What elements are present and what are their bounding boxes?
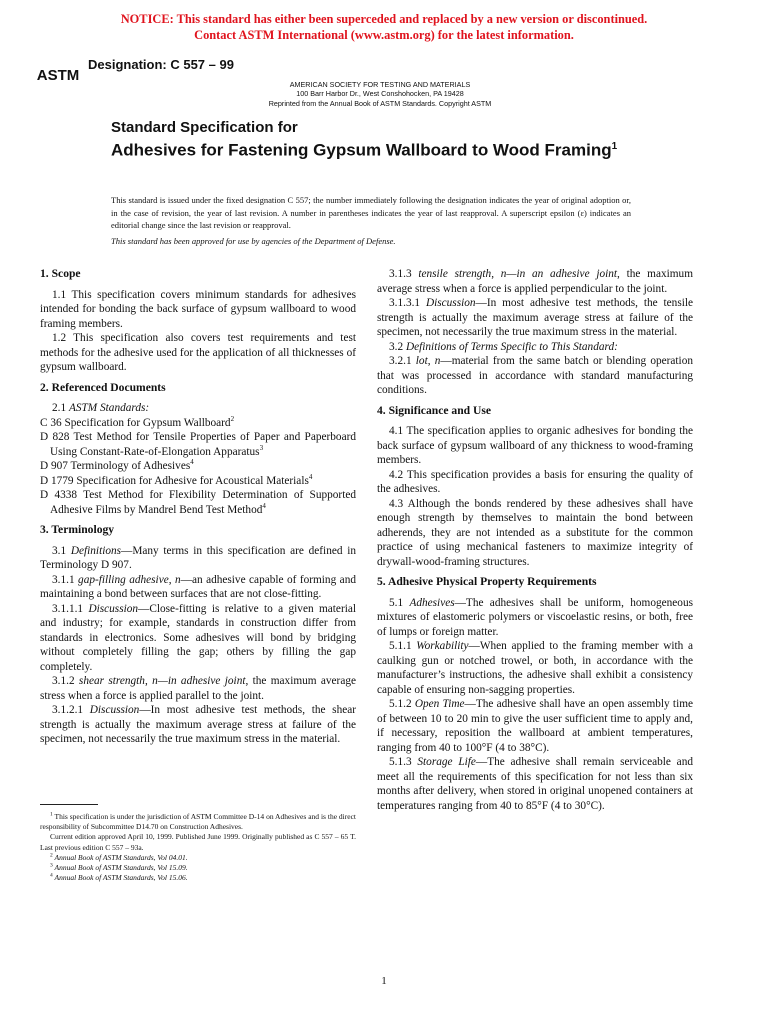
terminology-heading: 3. Terminology [40,523,115,536]
para-italic: Adhesives [409,596,455,609]
footnote-1 [40,812,356,832]
left-column [40,267,356,747]
refdocs-para-1 [40,401,356,416]
ref-footnote: 4 [262,501,266,510]
para-italic: ASTM Standards: [68,402,150,414]
notice-line-2: Contact ASTM International (www.astm.org) for the latest information. [194,28,574,42]
para-number: 3.1.1 [52,573,79,586]
para-italic: tensile strength [418,268,492,280]
significance-para-2: 4.2 This specification provides a basis for ensuring the quality of the adhesives. [377,468,693,495]
para-number: 5.1.2 [389,698,415,710]
para-italic: Workability [416,640,469,652]
ref-c36 [40,416,356,431]
term-3-1-1 [40,573,356,602]
footnote-text: Annual Book of ASTM Standards, Vol 15.06. [52,873,188,883]
ref-text: C 36 Specification for Gypsum Wallboard [40,416,231,429]
para-italic: Definitions [70,544,122,557]
term-3-1-3 [377,267,693,296]
para-italic: Open Time [414,698,465,710]
term-3-1-2 [40,674,356,703]
footnote-text: Annual Book of ASTM Standards, Vol 04.01. [52,852,188,862]
title-line-1: Standard Specification for [111,119,298,136]
physical-heading: 5. Adhesive Physical Property Requirements [377,575,597,588]
para-text: —In most adhesive test methods, the tensile strength is actually the maximum average stress at failure of the specimen, not necessarily the true maximum stress in the material. [377,297,694,338]
ref-d1779 [40,474,356,489]
ref-text: D 907 Terminology of Adhesives [40,460,191,472]
page-number: 1 [381,975,387,987]
title-footnote-ref: 1 [611,141,618,152]
footnote-text: This specification is under the jurisdiction of ASTM Committee D-14 on Adhesives and is the direct responsibility of Subcommittee D14.70 on Construction Adhesives. [40,812,356,832]
para-number: 3.1.3.1 [389,297,426,309]
para-number: 5.1.1 [389,640,417,652]
footnote-1b: Current edition approved April 10, 1999. Published June 1999. Originally published as C 557 – 65 T. Last previous edition C 557 – 93a. [40,832,356,852]
para-sep: , [168,573,175,586]
footnote-4 [40,873,356,883]
para-text: —The adhesive shall have an open assembly time of between 10 to 20 min to give the user sufficient time to apply and, if necessary, reposition the wallboard at ambient temperatures, ranging from 40 to 100°F (4 to 38°C). [377,698,694,754]
para-number: 3.2 [389,340,406,353]
ref-footnote: 4 [308,472,313,481]
para-italic: n—in an adhesive joint [500,268,618,280]
footnotes [40,812,356,883]
para-sep: , [427,355,435,367]
para-italic: Discussion [89,704,140,716]
para-sep: , [491,268,501,280]
para-text: —Close-fitting is relative to a given material and industry; for example, standards in construction differ from standards in electronics. Some adhesives will bond by bridging without completely filling the gap; others by filling the gap completely. [40,602,357,673]
footnote-marker: 3 [50,862,53,869]
astm-logo-text: ASTM [36,67,80,84]
para-italic: lot [415,355,428,367]
para-sep: , [144,675,153,687]
designation: Designation: C 557 – 99 [88,57,234,72]
ref-text: D 1779 Specification for Adhesive for Acoustical Materials [40,474,309,487]
footnote-marker: 4 [50,872,53,879]
ref-footnote: 2 [230,414,235,423]
phys-5-1-2 [377,697,693,755]
significance-para-1: 4.1 The specification applies to organic adhesives for bonding the back surface of gypsum wallboard of any thickness to wood-framing members. [377,425,693,466]
ref-footnote: 3 [259,443,264,452]
footnote-marker: 2 [50,852,53,859]
term-3-1-2-1 [40,703,356,747]
ref-d907 [40,459,356,474]
society-address: 100 Barr Harbor Dr., West Conshohocken, PA 19428 [296,89,464,98]
footnote-rule [40,804,98,805]
footnote-2 [40,853,356,863]
para-italic: Storage Life [417,756,476,768]
scope-para-1: 1.1 This specification covers minimum standards for adhesives intended for bonding the back surface of gypsum wallboard to wood framing members. [40,288,356,330]
para-text: —The adhesives shall be uniform, homogeneous mixtures of elastomeric polymers or viscoelastic resins, or both, free of lumps or foreign matter. [377,596,693,638]
para-italic: Definitions of Terms Specific to This Standard: [405,340,618,353]
para-number: 3.1.1.1 [52,602,89,615]
para-text: , the maximum average stress when a force is applied parallel to the joint. [40,675,356,702]
para-number: 3.2.1 [389,355,416,367]
para-number: 3.1.2 [52,675,79,687]
para-italic: gap-filling adhesive [78,573,169,586]
notice-line-1: NOTICE: This standard has either been superceded and replaced by a new version or discontinued. [120,12,648,26]
term-3-2 [377,340,693,355]
para-italic: shear strength [78,675,145,687]
para-italic: n [175,573,181,586]
para-text: , the maximum average stress when a force is applied perpendicular to the joint. [377,268,693,295]
para-number: 5.1 [389,596,410,609]
footnote-marker: 1 [50,811,53,818]
approved-note: This standard has been approved for use by agencies of the Department of Defense. [111,236,396,246]
title-text: Adhesives for Fastening Gypsum Wallboard to Wood Framing [111,140,612,160]
para-italic: Discussion [425,297,476,309]
ref-d828 [40,430,356,459]
para-text: —Many terms in this specification are defined in Terminology D 907. [40,544,356,571]
term-3-1 [40,544,356,573]
scope-para-2: 1.2 This specification also covers test requirements and test methods for the adhesive used for the application of all thicknesses of gypsum wallboard. [40,332,356,373]
term-3-1-3-1 [377,296,693,340]
para-text: —In most adhesive test methods, the shear strength is actually the maximum average stress at failure of the specimen, not necessarily the true maximum stress in the material. [40,704,357,745]
footnote-3 [40,863,356,873]
title-line-2 [111,136,631,161]
significance-heading: 4. Significance and Use [377,403,492,417]
para-italic: n [434,355,441,367]
term-3-2-1 [377,354,693,398]
para-text: —an adhesive capable of forming and maintaining a bond between surfaces that are not close-fitting. [40,573,356,600]
ref-d4338 [40,488,356,517]
ref-text: D 4338 Test Method for Flexibility Determination of Supported Adhesive Films by Mandrel Bend Test Method [40,489,356,516]
para-text: —The adhesive shall remain serviceable and meet all the requirements of this specification for not less than six months after delivery, when stored in original unopened containers at temperatures ranging from 40 to 85°F (4 to 30°C). [377,756,693,812]
para-number: 5.1.3 [389,756,418,768]
para-italic: n—in adhesive joint [152,675,246,687]
astm-logo [36,56,80,88]
para-text: —material from the same batch or blending operation that was processed in accordance with standard manufacturing conditions. [377,355,693,396]
footnote-text: Annual Book of ASTM Standards, Vol 15.09. [52,863,188,873]
para-number: 3.1.3 [389,268,419,280]
para-number: 2.1 [52,402,69,414]
reprint-note: Reprinted from the Annual Book of ASTM Standards. Copyright ASTM [268,99,492,108]
society-name: AMERICAN SOCIETY FOR TESTING AND MATERIALS [289,80,471,89]
ref-text: D 828 Test Method for Tensile Properties of Paper and Paperboard Using Constant-Rate-of-Elongation Apparatus [40,431,356,458]
right-column [377,267,693,813]
issued-note: This standard is issued under the fixed designation C 557; the number immediately following the designation indicates the year of original adoption or, in the case of revision, the year of last revision. A number in parentheses indicates the year of last reapproval. A superscript epsilon (ε) indicates an editorial change since the last revision or reapproval. [111,195,631,230]
significance-para-3: 4.3 Although the bonds rendered by these adhesives shall have enough strength by themselves to maintain the bond between adherends, they are not intended as a substitute for the common practice of using mechanical fasteners to maximize integrity of drywall-wood-framing structures. [377,497,693,568]
para-text: —When applied to the framing member with a caulking gun or notched trowel, or both, in accordance with the manufacturer’s instructions, the adhesive shall exhibit a consistency capable of ensuring non-sagging properties. [377,640,693,696]
phys-5-1-3 [377,755,693,813]
para-number: 3.1.2.1 [52,704,90,716]
phys-5-1-1 [377,639,693,697]
para-italic: Discussion [88,602,139,615]
ref-footnote: 4 [190,458,194,467]
scope-heading: 1. Scope [40,267,81,280]
para-number: 3.1 [52,544,71,557]
refdocs-heading: 2. Referenced Documents [40,380,166,394]
term-3-1-1-1 [40,602,356,675]
phys-5-1 [377,596,693,640]
